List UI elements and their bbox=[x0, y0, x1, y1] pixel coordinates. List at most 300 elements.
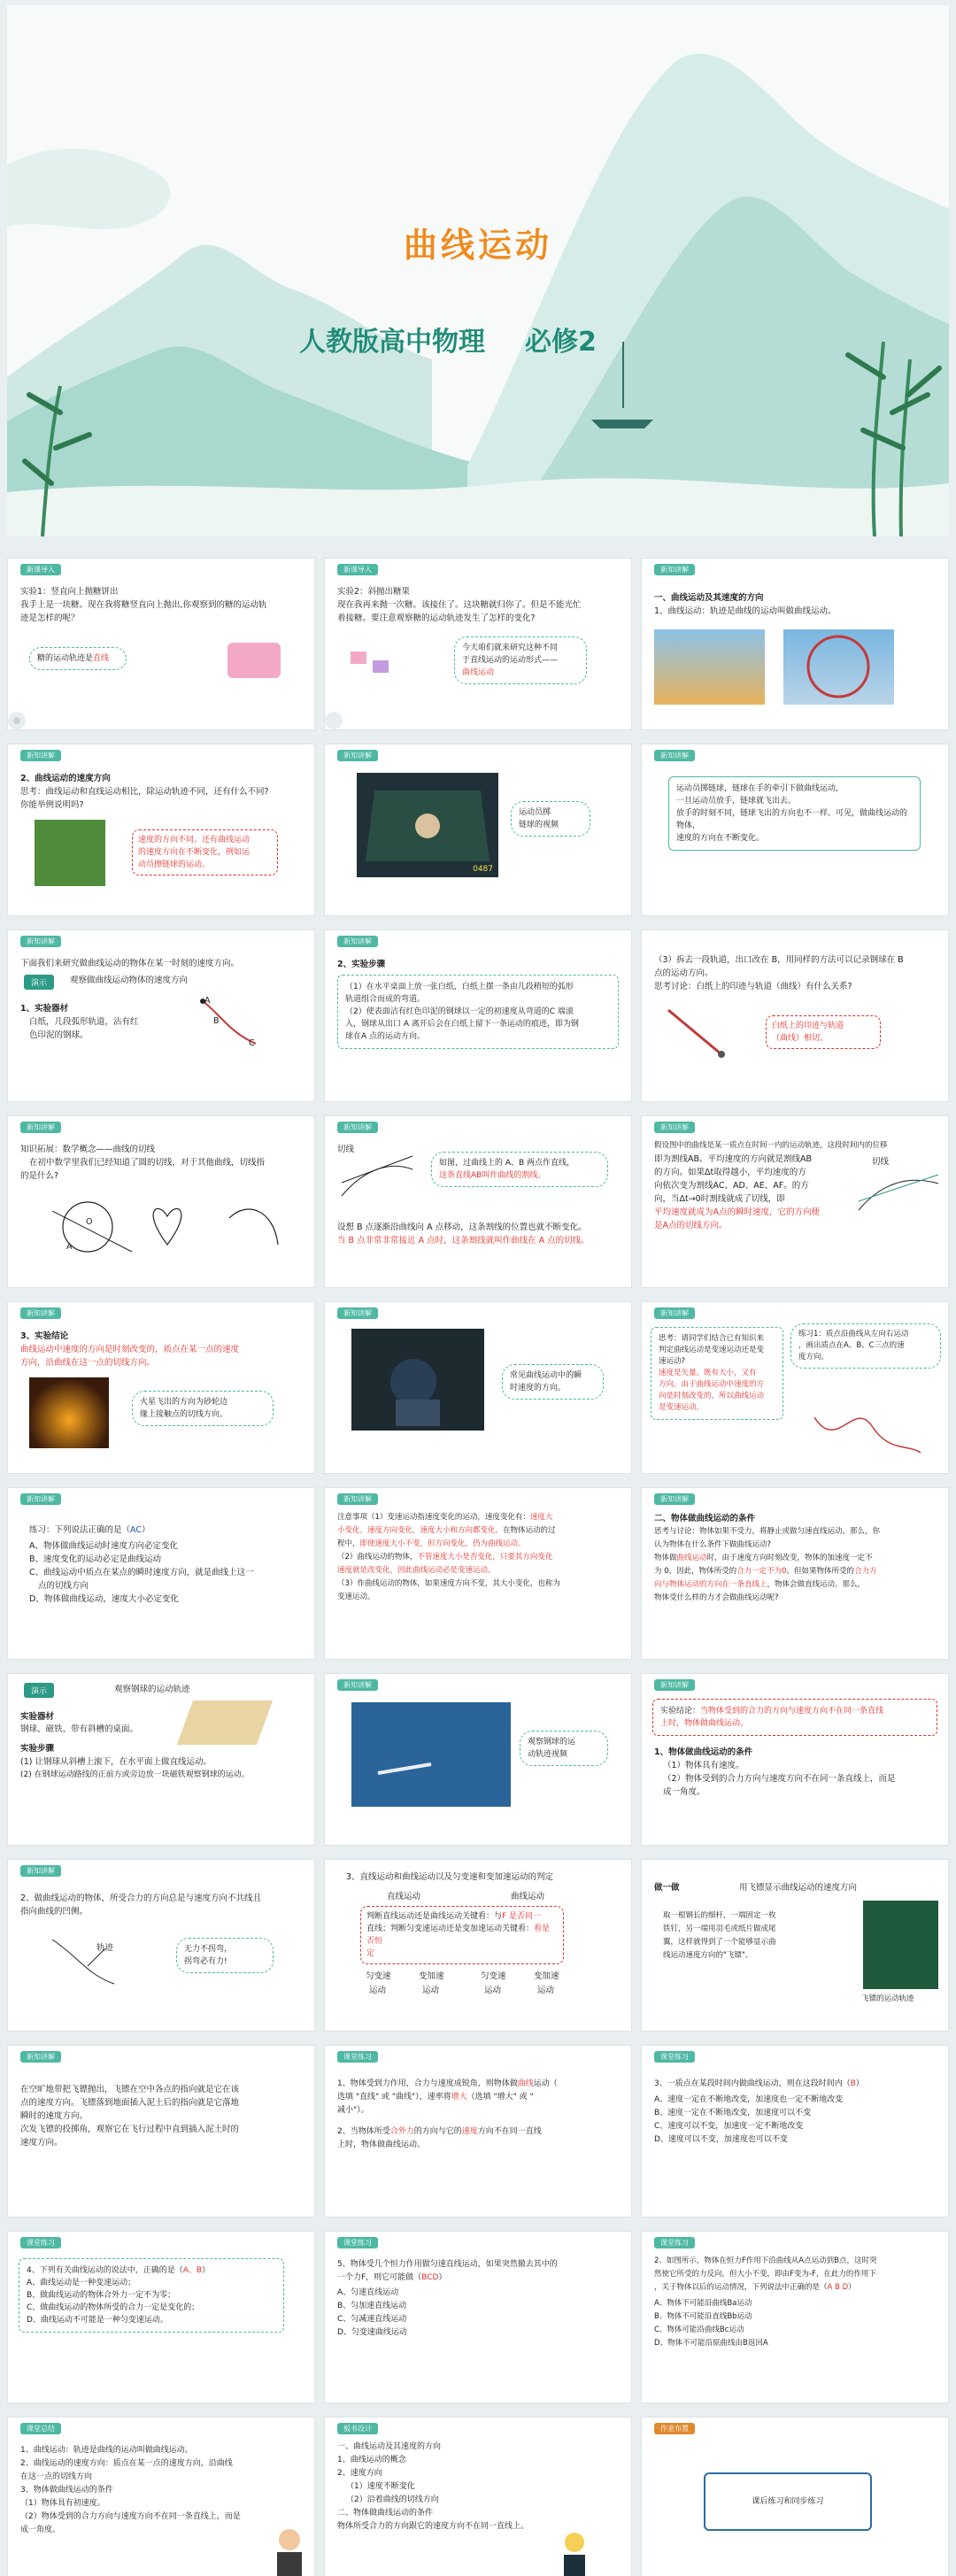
tag: 作业布置 bbox=[654, 2423, 695, 2434]
caption: 飞镖的运动轨迹 bbox=[861, 1994, 914, 2003]
text: 速运动? bbox=[659, 1357, 686, 1366]
heading: 3、实验结论 bbox=[20, 1331, 69, 1341]
text: （1）在水平桌面上放一张白纸，白纸上摆一条由几段稍短的弧形 bbox=[345, 983, 574, 991]
curve-exercise-diagram bbox=[810, 1391, 925, 1462]
slide-32[interactable] bbox=[7, 2417, 315, 2576]
tag: 新知讲解 bbox=[654, 1679, 695, 1691]
force-bubble bbox=[176, 1938, 274, 1973]
text: 观察钢球的运 bbox=[528, 1738, 576, 1747]
slide-26[interactable] bbox=[7, 2045, 315, 2217]
tag: 新知讲解 bbox=[337, 750, 378, 761]
rule-box bbox=[360, 1906, 564, 1964]
slide-5[interactable] bbox=[7, 744, 315, 916]
rollercoaster-image bbox=[654, 629, 765, 705]
slide-9[interactable] bbox=[324, 929, 632, 1102]
text: （2）使表面沾有红色印泥的钢球以一定的初速度从弯道的C 端滚 bbox=[345, 1007, 574, 1016]
option-c: C、速度可以不变，加速度一定不断地改变 bbox=[654, 2122, 804, 2131]
text: 今天咱们就来研究这种不同 bbox=[462, 644, 559, 652]
text: 实验1：竖直向上抛糖饼出 bbox=[20, 587, 119, 597]
text: 直线；判断匀变速运动还是变加速运动关键看： bbox=[366, 1924, 535, 1933]
text: 是A点的切线方向。 bbox=[654, 1221, 728, 1230]
dart-photo bbox=[863, 1901, 938, 1989]
text: （2）沿着曲线的切线方向 bbox=[346, 2495, 439, 2504]
text: （2）物体受到的合力方向与速度方向不在同一条直线上，而是 bbox=[663, 1774, 896, 1784]
cover-title: 曲线运动 bbox=[403, 226, 552, 265]
heading: 一、曲线运动及其速度的方向 bbox=[654, 593, 764, 603]
tag: 课堂练习 bbox=[20, 2237, 61, 2248]
hammer-throw-image bbox=[35, 820, 105, 886]
text: 1、曲线运动：轨迹是曲线的运动叫做曲线运动。 bbox=[654, 606, 836, 616]
option-b: B、匀加速直线运动 bbox=[337, 2302, 407, 2310]
cell: 运动 bbox=[484, 1986, 502, 1995]
text: ，画出质点在A、B、C三点的速 bbox=[798, 1341, 905, 1350]
text: 2、当物体所受 bbox=[337, 2127, 390, 2136]
label-o: O bbox=[86, 1217, 93, 1227]
text: ） bbox=[855, 2079, 864, 2088]
text: 向是时刻改变的，所以曲线运动 bbox=[659, 1392, 765, 1400]
slide-15[interactable] bbox=[324, 1301, 632, 1474]
slide-23[interactable] bbox=[7, 1859, 315, 2032]
cell: 匀变速 bbox=[481, 1971, 506, 1981]
heading: 2、曲线运动的速度方向 bbox=[20, 774, 111, 783]
text: 2、速度方向 bbox=[337, 2469, 382, 2478]
hammer-video-thumbnail[interactable] bbox=[357, 773, 498, 877]
text: 运动员掷 bbox=[519, 808, 551, 817]
text: 合力方 bbox=[854, 1567, 877, 1576]
text: 二、物体做曲线运动的条件 bbox=[337, 2509, 434, 2518]
text: 程中， bbox=[337, 1539, 360, 1548]
text: 平均速度就成为A点的瞬时速度，它的方向便 bbox=[654, 1207, 820, 1217]
cover-slide[interactable] bbox=[7, 5, 949, 536]
flower-decoration-icon bbox=[325, 690, 364, 729]
demo-label: 演示 bbox=[24, 1683, 54, 1698]
cell: 运动 bbox=[422, 1986, 440, 1995]
text: 一旦运动员放手，链球就飞出去。 bbox=[676, 797, 797, 806]
text: 观察钢球的运动轨迹 bbox=[114, 1685, 190, 1694]
slide-31[interactable] bbox=[641, 2231, 949, 2403]
option-d: D、物体做曲线运动，速度大小必定变化 bbox=[29, 1594, 179, 1604]
tag: 新知讲解 bbox=[337, 1493, 378, 1505]
slide-24[interactable] bbox=[324, 1859, 632, 2032]
text: （1）物体具有速度。 bbox=[663, 1761, 744, 1770]
text: 速度的方向在不断变化。 bbox=[676, 834, 765, 843]
text: 是变速运动。 bbox=[659, 1403, 705, 1412]
text: 然使它所受的力反向，但大小不变，即由F变为-F，在此力的作用下 bbox=[654, 2270, 876, 2279]
text: （3）拆去一段轨道，出口改在 B，用同样的方法可以记录钢球在 B bbox=[654, 955, 904, 965]
text: 思考与讨论：物体如果不受力，将静止或做匀速直线运动。那么，你 bbox=[654, 1527, 881, 1536]
text: 速度就是改变化，因此曲线运动必是变速运动。 bbox=[337, 1566, 496, 1575]
text: 动员擦链球的运动。 bbox=[138, 860, 211, 869]
label-a: A bbox=[204, 996, 211, 1006]
answer-box bbox=[132, 829, 278, 875]
answer: AC bbox=[130, 1525, 142, 1535]
text: 无力不拐弯， bbox=[184, 1945, 233, 1954]
text: ，物体会做直线运动。那么， bbox=[767, 1580, 866, 1589]
text: 的速度方向在不断变化，例如运 bbox=[138, 848, 251, 857]
text: （曲线）相切。 bbox=[772, 1034, 829, 1043]
text: 看是否恒 bbox=[366, 1924, 551, 1946]
text: 度方向。 bbox=[798, 1353, 829, 1361]
cell: 变加速 bbox=[419, 1971, 444, 1981]
slide-17[interactable] bbox=[7, 1487, 315, 1660]
tag: 新知讲解 bbox=[20, 936, 61, 947]
text: 在这一点的切线方向 bbox=[20, 2472, 93, 2481]
label-a: A bbox=[66, 1242, 73, 1252]
velocity-video-thumbnail[interactable] bbox=[351, 1329, 484, 1431]
tag: 新知讲解 bbox=[654, 1307, 695, 1319]
text: ） bbox=[141, 1525, 150, 1535]
text: 速度方向。 bbox=[20, 2138, 63, 2148]
text: 着接糖。要注意观察糖的运动轨迹发生了怎样的变化? bbox=[337, 613, 536, 623]
student-icon bbox=[555, 2528, 594, 2576]
text: 速度 bbox=[461, 2127, 478, 2136]
tag: 新知讲解 bbox=[337, 1307, 378, 1319]
text: 球在A 点的运动方向。 bbox=[345, 1032, 426, 1041]
text: 运动员掷链球，链球在手的牵引下做曲线运动， bbox=[676, 784, 844, 793]
answer: A B D bbox=[827, 2283, 849, 2292]
text: 认为物体在什么条件下做曲线运动? bbox=[654, 1540, 772, 1549]
heading: 3、直线运动和曲线运动以及匀变速和变加速运动的判定 bbox=[346, 1872, 554, 1882]
text: （3）作曲线运动的物体，如果速度方向不变，其大小变化，也称为 bbox=[337, 1579, 560, 1588]
text: 即使速度大小不变，但方向变化，仍为曲线运动。 bbox=[359, 1539, 526, 1548]
slide-2[interactable] bbox=[7, 558, 315, 730]
text: ） bbox=[438, 2273, 447, 2282]
secant-diagram bbox=[337, 1152, 417, 1205]
text: 我手上是一块糖。现在我将糖竖直向上抛出,你观察到的糖的运动轨 bbox=[20, 600, 267, 610]
text: 判断直线运动还是曲线运动关键看：与 bbox=[366, 1912, 503, 1921]
text: 点的速度方向。飞镖落到地面插入泥土后的指向就是它落地 bbox=[20, 2098, 240, 2108]
text: 现在我再来抛一次糖。该接住了。这块糖就归你了。但是不能光忙 bbox=[337, 600, 582, 610]
slide-7[interactable] bbox=[641, 744, 949, 916]
text: 这条直线AB叫作曲线的割线。 bbox=[439, 1171, 546, 1180]
text: 的是什么? bbox=[20, 1171, 59, 1181]
tag: 课堂练习 bbox=[337, 2051, 378, 2063]
slide-33[interactable] bbox=[324, 2417, 632, 2576]
ramp-table-image bbox=[177, 1701, 273, 1745]
text: 观察做曲线运动物体的速度方向 bbox=[70, 976, 189, 985]
text: (1) 让钢球从斜槽上滚下，在水平面上做直线运动。 bbox=[20, 1757, 212, 1767]
text: 3、一质点在某段时间内做曲线运动，则在这段时间内（ bbox=[654, 2079, 851, 2088]
text: 思考：曲线运动和直线运动相比，除运动轨迹不同，还有什么不同? bbox=[20, 787, 269, 797]
score: 0487 bbox=[473, 865, 493, 874]
tag: 新知讲解 bbox=[654, 564, 695, 575]
text: 下面我们来研究做曲线运动的物体在某一时刻的速度方向。 bbox=[20, 959, 240, 968]
option-a: A、曲线运动是一种变速运动； bbox=[27, 2279, 136, 2287]
slide-8[interactable] bbox=[7, 929, 315, 1102]
text: 上时，物体做曲线运动。 bbox=[337, 2140, 426, 2149]
answer: B bbox=[850, 2079, 856, 2088]
text: 小变化，速度方向变化，速度大小和方向都变化。 bbox=[337, 1526, 504, 1535]
heading: 二、物体做曲线运动的条件 bbox=[654, 1514, 756, 1523]
tag: 课堂总结 bbox=[20, 2423, 61, 2434]
tag: 新知讲解 bbox=[337, 936, 378, 947]
text: （1）速度不断变化 bbox=[346, 2482, 415, 2491]
text: 实验2：斜抛出糖果 bbox=[337, 587, 411, 597]
slide-20[interactable] bbox=[7, 1673, 315, 1846]
text: 动轨迹视频 bbox=[528, 1750, 568, 1759]
text: 在物体运动的过 bbox=[503, 1526, 556, 1535]
force-diagram bbox=[43, 1931, 123, 1993]
text: 课后练习和同步练习 bbox=[752, 2497, 824, 2506]
option-a: A、速度一定在不断地改变，加速度也一定不断地改变 bbox=[654, 2095, 844, 2104]
slide-34[interactable] bbox=[641, 2417, 949, 2576]
text: 常见曲线运动中的瞬 bbox=[510, 1371, 582, 1380]
option-c: C、做曲线运动的物体所受的合力一定是变化的； bbox=[27, 2303, 200, 2312]
text: 上时，物体做曲线运动。 bbox=[660, 1719, 749, 1728]
slide-12[interactable] bbox=[324, 1115, 632, 1288]
ball-video-thumbnail[interactable] bbox=[351, 1702, 511, 1807]
tag: 新知讲解 bbox=[20, 2051, 61, 2063]
text: 当 B 点非常非常接近 A 点时，这条割线就叫作曲线在 A 点的切线。 bbox=[337, 1236, 590, 1246]
text: ，关于物体以后的运动情况，下列说法中正确的是（ bbox=[654, 2283, 828, 2292]
option-c: C、物体可能沿曲线Bc运动 bbox=[654, 2325, 744, 2334]
candy-image bbox=[227, 643, 281, 678]
text: 速度的方向不同。还有曲线运动 bbox=[138, 836, 251, 845]
homework-box bbox=[704, 2472, 872, 2531]
tangent-label: 切线 bbox=[872, 1157, 890, 1167]
slide-3[interactable] bbox=[324, 558, 632, 730]
option-b: B、物体不可能沿直线Bb运动 bbox=[654, 2312, 752, 2321]
text: 定 bbox=[366, 1949, 375, 1958]
tag: 课堂练习 bbox=[654, 2237, 695, 2248]
option-c-cont: 点的切线方向 bbox=[38, 1581, 89, 1591]
question bbox=[29, 1523, 150, 1537]
text: 瞬时的速度方向。 bbox=[20, 2111, 89, 2121]
option-c: C、匀减速直线运动 bbox=[337, 2315, 407, 2324]
answer-bubble bbox=[29, 647, 127, 670]
text: 合外力 bbox=[389, 2127, 414, 2136]
option-d: D、匀变速曲线运动 bbox=[337, 2328, 407, 2337]
video-bubble bbox=[511, 801, 590, 837]
text: 物体受什么样的力才会做曲线运动呢? bbox=[654, 1593, 779, 1602]
text: 物体所受合力的方向跟它的速度方向不在同一直线上。 bbox=[337, 2522, 529, 2531]
cover-landscape bbox=[7, 5, 949, 536]
text: 线运动速度方向的"飞镖"。 bbox=[663, 1951, 753, 1960]
text: 成一角度。 bbox=[20, 2526, 61, 2534]
text: (2) 在钢球运动路线的正前方或旁边放一块磁铁观察钢球的运动。 bbox=[20, 1770, 250, 1779]
text: 增大 bbox=[451, 2093, 467, 2102]
slide-30[interactable] bbox=[324, 2231, 632, 2403]
slide-11[interactable] bbox=[7, 1115, 315, 1288]
text: 拐弯必有力! bbox=[184, 1957, 227, 1966]
text: 判定曲线运动是变速运动还是变 bbox=[659, 1346, 765, 1354]
text: ） bbox=[848, 2283, 856, 2292]
tag: 新知讲解 bbox=[654, 1493, 695, 1505]
summary-box bbox=[668, 776, 921, 851]
text: 实验结论： bbox=[660, 1707, 701, 1716]
heading: 2、实验步骤 bbox=[337, 960, 386, 969]
text: 1、曲线运动的概念 bbox=[337, 2456, 406, 2464]
text: 2、曲线运动的速度方向：质点在某一点的速度方向，沿曲线 bbox=[20, 2459, 233, 2468]
text: 一个力F，则它可能做（ bbox=[337, 2273, 422, 2282]
slide-22[interactable] bbox=[641, 1673, 949, 1846]
demo-label: 演示 bbox=[24, 975, 54, 990]
text: 设想 B 点逐渐沿曲线向 A 点移动，这条割线的位置也就不断变化。 bbox=[337, 1222, 587, 1232]
text: 你能举例说明吗? bbox=[20, 800, 84, 810]
text: 4、下列有关曲线运动的说法中，正确的是（ bbox=[27, 2266, 183, 2275]
cell: 运动 bbox=[537, 1986, 555, 1995]
text: 钢球、磁铁、带有斜槽的桌面。 bbox=[20, 1724, 139, 1734]
steps-box bbox=[337, 975, 619, 1049]
tag: 新课导入 bbox=[20, 564, 61, 575]
text: 注意事项（1）变速运动指速度变化的运动，速度变化有： bbox=[337, 1513, 530, 1522]
text: 白纸上的印迹与轨道 bbox=[772, 1022, 844, 1030]
text: 曲线运动中速度的方向是时刻改变的，质点在某一点的速度 bbox=[20, 1345, 240, 1354]
option-a: A、物体不可能沿曲线Ba运动 bbox=[654, 2299, 752, 2308]
exercise-bubble bbox=[790, 1323, 941, 1369]
text: 向，当Δt→0时割线就成了切线，即 bbox=[654, 1194, 785, 1204]
heading: 1、实验器材 bbox=[20, 1004, 69, 1014]
text: 知识拓展：数学概念——曲线的切线 bbox=[20, 1145, 156, 1154]
text: 火星飞出的方向为砂轮边 bbox=[140, 1398, 228, 1407]
option-d: D、曲线运动不可能是一种匀变速运动。 bbox=[27, 2316, 168, 2325]
text: 方向不在同一直线 bbox=[477, 2127, 542, 2136]
text: 运动（ bbox=[533, 2079, 558, 2088]
heading: 1、物体做曲线运动的条件 bbox=[654, 1747, 753, 1757]
text: 一、曲线运动及其速度的方向 bbox=[337, 2442, 442, 2451]
tag: 新知讲解 bbox=[654, 750, 695, 761]
text: 取一根钢长的细杆，一端固定一枚 bbox=[663, 1911, 776, 1920]
trajectory-label: 轨迹 bbox=[96, 1943, 114, 1953]
exercise-box bbox=[19, 2258, 284, 2333]
text: 向与物体运动的方向在一条直线上 bbox=[654, 1580, 767, 1589]
tag: 新知讲解 bbox=[20, 1307, 61, 1319]
text: ） bbox=[202, 2266, 211, 2275]
option-a: A、物体做曲线运动时速度方向必定变化 bbox=[29, 1541, 178, 1551]
text: 用飞镖显示曲线运动的速度方向 bbox=[739, 1883, 858, 1893]
tangent-label: 切线 bbox=[337, 1145, 355, 1154]
text: 不管速度大小是否变化，只要其方向变化 bbox=[417, 1553, 553, 1562]
slide-27[interactable] bbox=[324, 2045, 632, 2217]
secant-series-diagram bbox=[854, 1166, 943, 1219]
text: 5、物体受几个恒力作用做匀速直线运动，如果突然撤去其中的 bbox=[337, 2260, 558, 2269]
text: 的方向。如果Δt取得越小，平均速度的方 bbox=[654, 1168, 806, 1177]
slide-29[interactable] bbox=[7, 2231, 315, 2403]
slide-13[interactable] bbox=[641, 1115, 949, 1288]
text: 物体做 bbox=[654, 1554, 677, 1562]
cell: 运动 bbox=[369, 1986, 387, 1995]
teacher-icon bbox=[270, 2524, 309, 2576]
text: （1）物体具有初速度。 bbox=[20, 2499, 105, 2508]
intro-bubble bbox=[454, 636, 587, 684]
text: 入，钢球从出口 A 离开后会在白纸上留下一条运动的痕迹，即为钢 bbox=[345, 1020, 579, 1029]
option-b: B、速度一定在不断地改变，加速度可以不变 bbox=[654, 2109, 812, 2117]
option-a: A、匀速直线运动 bbox=[337, 2288, 399, 2297]
tag: 新知讲解 bbox=[654, 1122, 695, 1133]
text: 。但如果物体所受的 bbox=[786, 1567, 855, 1576]
text: 直线运动 bbox=[387, 1892, 421, 1901]
text: 合力一定不为0 bbox=[736, 1567, 787, 1576]
text: 曲线 bbox=[517, 2079, 534, 2088]
option-b: B、做曲线运动的物体合外力一定不为零； bbox=[27, 2291, 176, 2300]
text: 于直线运动的运动形式—— bbox=[462, 656, 559, 665]
text: 练习1：质点沿曲线从左向右运动 bbox=[798, 1330, 909, 1338]
option-d: D、物体不可能沿原曲线由B返回A bbox=[654, 2339, 768, 2348]
text: 点的运动方向。 bbox=[654, 968, 713, 978]
text: 翼，这样就得到了一个能够显示曲 bbox=[663, 1938, 776, 1947]
text: 1、曲线运动：轨迹是曲线的运动叫做曲线运动。 bbox=[20, 2446, 193, 2455]
text: 时速度的方向。 bbox=[510, 1384, 567, 1392]
text: 铁钉，另一端用羽毛或纸片做成尾 bbox=[663, 1924, 776, 1933]
text: 糖的运动轨迹是 bbox=[37, 654, 94, 663]
tag: 新知讲解 bbox=[337, 1122, 378, 1133]
slide-10[interactable] bbox=[641, 929, 949, 1102]
text: 缘上接触点的切线方向。 bbox=[140, 1410, 228, 1419]
text: 1、物体受到力作用，合力与速度成锐角，则物体做 bbox=[337, 2079, 518, 2088]
tag: 新知讲解 bbox=[337, 1679, 378, 1691]
question-box bbox=[651, 1327, 783, 1420]
cover-subtitle: 人教版高中物理 bbox=[299, 327, 485, 358]
text: 曲线运动 bbox=[462, 668, 495, 677]
text: 选填 "直线" 或 "曲线"），速率将 bbox=[337, 2093, 451, 2102]
sparks-bubble bbox=[132, 1391, 274, 1426]
tag: 新课导入 bbox=[337, 564, 378, 575]
slide-14[interactable] bbox=[7, 1301, 315, 1474]
ferris-wheel-image bbox=[783, 629, 894, 705]
tag: 课堂练习 bbox=[654, 2051, 695, 2063]
label-c: C bbox=[249, 1038, 255, 1048]
text: 色印泥的钢球。 bbox=[29, 1030, 89, 1040]
text: 白纸，几段弧形轨道，沾有红 bbox=[29, 1017, 139, 1027]
text: 减小"）。 bbox=[337, 2106, 369, 2115]
slide-28[interactable] bbox=[641, 2045, 949, 2217]
text: 如图，过曲线上的 A、B 两点作直线， bbox=[439, 1159, 575, 1168]
flower-decoration-icon bbox=[8, 690, 47, 729]
text: 直线 bbox=[93, 654, 110, 663]
text: 时，由于速度方向时刻改变，物体的加速度一定不 bbox=[706, 1554, 873, 1562]
slide-18[interactable] bbox=[324, 1487, 632, 1660]
slide-19[interactable] bbox=[641, 1487, 949, 1660]
text: 方向。由于曲线运动中速度的方 bbox=[659, 1380, 765, 1389]
text: 轨道组合而成的弯道。 bbox=[345, 995, 426, 1004]
text: （2）物体受到的合力方向与速度方向不在同一条直线上，而是 bbox=[20, 2512, 241, 2521]
text: 向依次变为割线AC、AD、AE、AF。的方 bbox=[654, 1181, 809, 1191]
secant-bubble bbox=[431, 1152, 608, 1187]
text: F 是否同一 bbox=[502, 1912, 542, 1921]
slide-21[interactable] bbox=[324, 1673, 632, 1846]
text: 放手的时刻不同，链球飞出的方向也不一样。可见，做曲线运动的物体， bbox=[676, 809, 908, 830]
text: 思考讨论：白纸上的印迹与轨道（曲线）有什么关系? bbox=[654, 982, 852, 991]
text: 链球的视频 bbox=[519, 821, 559, 829]
text: 速度是矢量。既有大小，又有 bbox=[659, 1369, 757, 1377]
velocity-bubble bbox=[502, 1364, 604, 1400]
text: 在空旷地带把飞镖抛出，飞镖在空中各点的指向就是它在该 bbox=[20, 2085, 240, 2094]
track-photo bbox=[659, 1001, 739, 1072]
text: 为 0，因此，物体所受的 bbox=[654, 1567, 737, 1576]
conclusion-box bbox=[652, 1699, 937, 1736]
slide-4[interactable] bbox=[641, 558, 949, 730]
slide-6[interactable] bbox=[324, 744, 632, 916]
text: （选填 "增大" 或 " bbox=[466, 2093, 534, 2102]
slide-16[interactable] bbox=[641, 1301, 949, 1474]
cover-book: 必修2 bbox=[525, 327, 597, 358]
candy-image bbox=[346, 643, 399, 678]
answer: A、B bbox=[182, 2266, 203, 2275]
text: 练习：下列说法正确的是（ bbox=[29, 1525, 131, 1535]
tag: 新知讲解 bbox=[20, 750, 61, 761]
text: 速度大 bbox=[529, 1513, 553, 1522]
cell: 变加速 bbox=[534, 1971, 559, 1981]
answer: BCD bbox=[421, 2273, 439, 2282]
text: 思考：请同学们结合已有知识来 bbox=[659, 1334, 765, 1343]
text: 即为割线AB。平均速度的方向就是割线AB bbox=[654, 1154, 813, 1164]
slide-25[interactable] bbox=[641, 1859, 949, 2032]
text: 的方向与它的 bbox=[413, 2127, 462, 2136]
tag: 板书设计 bbox=[337, 2423, 378, 2434]
option-d: D、速度可以不变，加速度也可以不变 bbox=[654, 2135, 788, 2144]
text: 在初中数学里我们已经知道了圆的切线，对于其他曲线，切线指 bbox=[29, 1158, 266, 1168]
text: 2、如图所示，物体在恒力F作用下沿曲线从A点运动到B点，这时突 bbox=[654, 2256, 877, 2265]
